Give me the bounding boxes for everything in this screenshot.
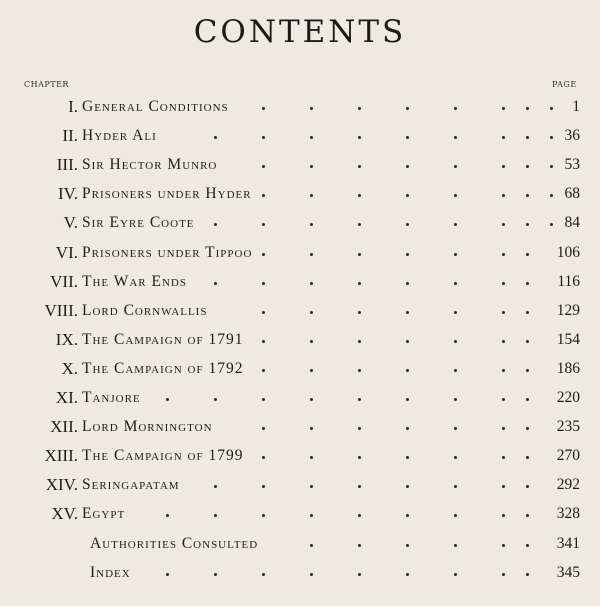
leader-dot bbox=[526, 165, 529, 168]
page-number: 345 bbox=[556, 564, 580, 581]
leader-dot bbox=[502, 573, 505, 576]
leader-dot bbox=[262, 427, 265, 430]
leader-dot bbox=[550, 223, 553, 226]
leader-dot bbox=[502, 194, 505, 197]
leader-dot bbox=[262, 485, 265, 488]
leader-dot bbox=[454, 456, 457, 459]
leader-dot bbox=[358, 456, 361, 459]
leader-dot bbox=[454, 165, 457, 168]
leader-dot bbox=[262, 165, 265, 168]
toc-entry bbox=[0, 272, 600, 298]
leader-dot bbox=[262, 398, 265, 401]
leader-dot bbox=[214, 573, 217, 576]
chapter-column-header: CHAPTER bbox=[24, 80, 69, 89]
page-number: 36 bbox=[564, 127, 580, 144]
leader-dot bbox=[502, 485, 505, 488]
chapter-title: Sir Eyre Coote bbox=[82, 214, 195, 231]
leader-dot bbox=[358, 340, 361, 343]
leader-dot bbox=[262, 194, 265, 197]
chapter-title: The War Ends bbox=[82, 273, 187, 290]
chapter-number: XIII. bbox=[44, 446, 78, 465]
leader-dot bbox=[406, 369, 409, 372]
chapter-title: The Campaign of 1791 bbox=[82, 331, 244, 348]
page-number: 220 bbox=[556, 389, 580, 406]
leader-dot bbox=[502, 253, 505, 256]
leader-dot bbox=[502, 107, 505, 110]
leader-dot bbox=[502, 282, 505, 285]
chapter-number: VII. bbox=[50, 272, 78, 291]
page-number: 186 bbox=[556, 360, 580, 377]
leader-dot bbox=[502, 369, 505, 372]
page-number: 235 bbox=[556, 418, 580, 435]
leader-dot bbox=[310, 253, 313, 256]
leader-dot bbox=[262, 107, 265, 110]
leader-dot bbox=[526, 223, 529, 226]
leader-dot bbox=[526, 282, 529, 285]
leader-dot bbox=[454, 136, 457, 139]
leader-dot bbox=[406, 427, 409, 430]
leader-dot bbox=[406, 544, 409, 547]
leader-dot bbox=[454, 544, 457, 547]
leader-dot bbox=[454, 514, 457, 517]
chapter-number: V. bbox=[63, 213, 78, 232]
chapter-title: Tanjore bbox=[82, 389, 141, 406]
chapter-title: Hyder Ali bbox=[82, 127, 157, 144]
page-title: CONTENTS bbox=[193, 14, 407, 50]
leader-dot bbox=[358, 253, 361, 256]
leader-dot bbox=[502, 311, 505, 314]
leader-dot bbox=[310, 398, 313, 401]
toc-entry bbox=[0, 301, 600, 327]
leader-dot bbox=[358, 369, 361, 372]
page-number: 53 bbox=[564, 156, 580, 173]
chapter-title: General Conditions bbox=[82, 98, 229, 115]
leader-dot bbox=[454, 223, 457, 226]
leader-dot bbox=[550, 194, 553, 197]
leader-dot bbox=[166, 514, 169, 517]
leader-dot bbox=[454, 282, 457, 285]
chapter-title: Authorities Consulted bbox=[90, 535, 259, 552]
leader-dot bbox=[310, 573, 313, 576]
leader-dot bbox=[502, 136, 505, 139]
chapter-number: XV. bbox=[51, 504, 78, 523]
leader-dot bbox=[502, 398, 505, 401]
leader-dot bbox=[310, 456, 313, 459]
toc-entry bbox=[0, 563, 600, 589]
chapter-title: Egypt bbox=[82, 505, 126, 522]
leader-dot bbox=[502, 544, 505, 547]
chapter-title: Lord Cornwallis bbox=[82, 302, 208, 319]
leader-dot bbox=[526, 340, 529, 343]
chapter-number: I. bbox=[68, 97, 78, 116]
leader-dot bbox=[502, 514, 505, 517]
leader-dot bbox=[454, 253, 457, 256]
leader-dot bbox=[406, 311, 409, 314]
leader-dot bbox=[454, 107, 457, 110]
leader-dot bbox=[358, 544, 361, 547]
leader-dot bbox=[454, 194, 457, 197]
leader-dot bbox=[214, 136, 217, 139]
leader-dot bbox=[310, 194, 313, 197]
chapter-title: Lord Mornington bbox=[82, 418, 213, 435]
toc-entry bbox=[0, 126, 600, 152]
chapter-number: XIV. bbox=[45, 475, 78, 494]
leader-dot bbox=[310, 311, 313, 314]
toc-entry bbox=[0, 534, 600, 560]
leader-dot bbox=[454, 485, 457, 488]
leader-dot bbox=[358, 485, 361, 488]
leader-dot bbox=[358, 223, 361, 226]
leader-dot bbox=[262, 282, 265, 285]
leader-dot bbox=[406, 514, 409, 517]
leader-dot bbox=[310, 107, 313, 110]
page-column-header: PAGE bbox=[552, 80, 577, 89]
leader-dot bbox=[526, 514, 529, 517]
leader-dot bbox=[406, 194, 409, 197]
leader-dot bbox=[262, 340, 265, 343]
leader-dot bbox=[358, 427, 361, 430]
leader-dot bbox=[358, 311, 361, 314]
leader-dot bbox=[526, 544, 529, 547]
page-number: 328 bbox=[556, 505, 580, 522]
leader-dot bbox=[502, 427, 505, 430]
leader-dot bbox=[406, 485, 409, 488]
leader-dot bbox=[262, 369, 265, 372]
leader-dot bbox=[526, 485, 529, 488]
leader-dot bbox=[502, 165, 505, 168]
leader-dot bbox=[454, 398, 457, 401]
chapter-number: XII. bbox=[50, 417, 78, 436]
leader-dot bbox=[358, 282, 361, 285]
leader-dot bbox=[262, 573, 265, 576]
chapter-title: Index bbox=[90, 564, 131, 581]
leader-dot bbox=[310, 136, 313, 139]
leader-dot bbox=[454, 340, 457, 343]
leader-dot bbox=[358, 573, 361, 576]
toc-entry bbox=[0, 446, 600, 472]
leader-dot bbox=[502, 340, 505, 343]
leader-dot bbox=[502, 223, 505, 226]
leader-dot bbox=[526, 107, 529, 110]
chapter-number: VIII. bbox=[44, 301, 78, 320]
chapter-number: XI. bbox=[55, 388, 78, 407]
chapter-number: II. bbox=[62, 126, 78, 145]
leader-dot bbox=[406, 282, 409, 285]
leader-dot bbox=[406, 398, 409, 401]
leader-dot bbox=[358, 136, 361, 139]
toc-entry bbox=[0, 97, 600, 123]
page-number: 116 bbox=[557, 273, 580, 290]
leader-dot bbox=[358, 107, 361, 110]
leader-dot bbox=[406, 340, 409, 343]
leader-dot bbox=[502, 456, 505, 459]
leader-dot bbox=[310, 544, 313, 547]
toc-entry bbox=[0, 213, 600, 239]
leader-dot bbox=[358, 514, 361, 517]
leader-dot bbox=[214, 282, 217, 285]
page-number: 270 bbox=[556, 447, 580, 464]
page-number: 341 bbox=[556, 535, 580, 552]
leader-dot bbox=[262, 311, 265, 314]
leader-dot bbox=[526, 194, 529, 197]
toc-entry bbox=[0, 388, 600, 414]
chapter-number: IV. bbox=[58, 184, 78, 203]
toc-entry bbox=[0, 359, 600, 385]
leader-dot bbox=[526, 398, 529, 401]
chapter-title: Sir Hector Munro bbox=[82, 156, 218, 173]
leader-dot bbox=[526, 427, 529, 430]
leader-dot bbox=[550, 165, 553, 168]
leader-dot bbox=[526, 573, 529, 576]
leader-dot bbox=[526, 456, 529, 459]
leader-dot bbox=[310, 514, 313, 517]
leader-dot bbox=[454, 369, 457, 372]
leader-dot bbox=[310, 485, 313, 488]
leader-dot bbox=[526, 311, 529, 314]
chapter-number: VI. bbox=[55, 243, 78, 262]
leader-dot bbox=[310, 165, 313, 168]
leader-dot bbox=[406, 253, 409, 256]
page-number: 129 bbox=[556, 302, 580, 319]
toc-entry bbox=[0, 330, 600, 356]
leader-dot bbox=[310, 282, 313, 285]
page-number: 84 bbox=[564, 214, 580, 231]
leader-dot bbox=[262, 223, 265, 226]
chapter-title: Seringapatam bbox=[82, 476, 180, 493]
leader-dot bbox=[166, 573, 169, 576]
leader-dot bbox=[166, 398, 169, 401]
page-number: 154 bbox=[556, 331, 580, 348]
leader-dot bbox=[358, 165, 361, 168]
leader-dot bbox=[454, 573, 457, 576]
chapter-title: Prisoners under Tippoo bbox=[82, 244, 253, 261]
leader-dot bbox=[310, 340, 313, 343]
leader-dot bbox=[406, 573, 409, 576]
leader-dot bbox=[214, 485, 217, 488]
leader-dot bbox=[214, 514, 217, 517]
leader-dot bbox=[526, 369, 529, 372]
leader-dot bbox=[262, 456, 265, 459]
leader-dot bbox=[214, 223, 217, 226]
leader-dot bbox=[526, 253, 529, 256]
chapter-title: The Campaign of 1799 bbox=[82, 447, 244, 464]
leader-dot bbox=[262, 253, 265, 256]
page-number: 292 bbox=[556, 476, 580, 493]
leader-dot bbox=[358, 194, 361, 197]
leader-dot bbox=[310, 223, 313, 226]
page-number: 68 bbox=[564, 185, 580, 202]
chapter-title: The Campaign of 1792 bbox=[82, 360, 244, 377]
toc-entry bbox=[0, 155, 600, 181]
chapter-number: IX. bbox=[55, 330, 78, 349]
leader-dot bbox=[406, 223, 409, 226]
page-number: 1 bbox=[572, 98, 580, 115]
leader-dot bbox=[550, 107, 553, 110]
toc-entry bbox=[0, 504, 600, 530]
chapter-title: Prisoners under Hyder bbox=[82, 185, 252, 202]
leader-dot bbox=[406, 456, 409, 459]
chapter-number: III. bbox=[56, 155, 78, 174]
toc-entry bbox=[0, 417, 600, 443]
leader-dot bbox=[406, 107, 409, 110]
leader-dot bbox=[358, 398, 361, 401]
toc-entry bbox=[0, 184, 600, 210]
leader-dot bbox=[310, 369, 313, 372]
leader-dot bbox=[262, 514, 265, 517]
leader-dot bbox=[406, 165, 409, 168]
chapter-number: X. bbox=[61, 359, 78, 378]
toc-entry bbox=[0, 475, 600, 501]
leader-dot bbox=[406, 136, 409, 139]
leader-dot bbox=[262, 136, 265, 139]
leader-dot bbox=[526, 136, 529, 139]
leader-dot bbox=[454, 311, 457, 314]
page-number: 106 bbox=[556, 244, 580, 261]
leader-dot bbox=[454, 427, 457, 430]
toc-entry bbox=[0, 243, 600, 269]
leader-dot bbox=[214, 398, 217, 401]
leader-dot bbox=[550, 136, 553, 139]
leader-dot bbox=[310, 427, 313, 430]
